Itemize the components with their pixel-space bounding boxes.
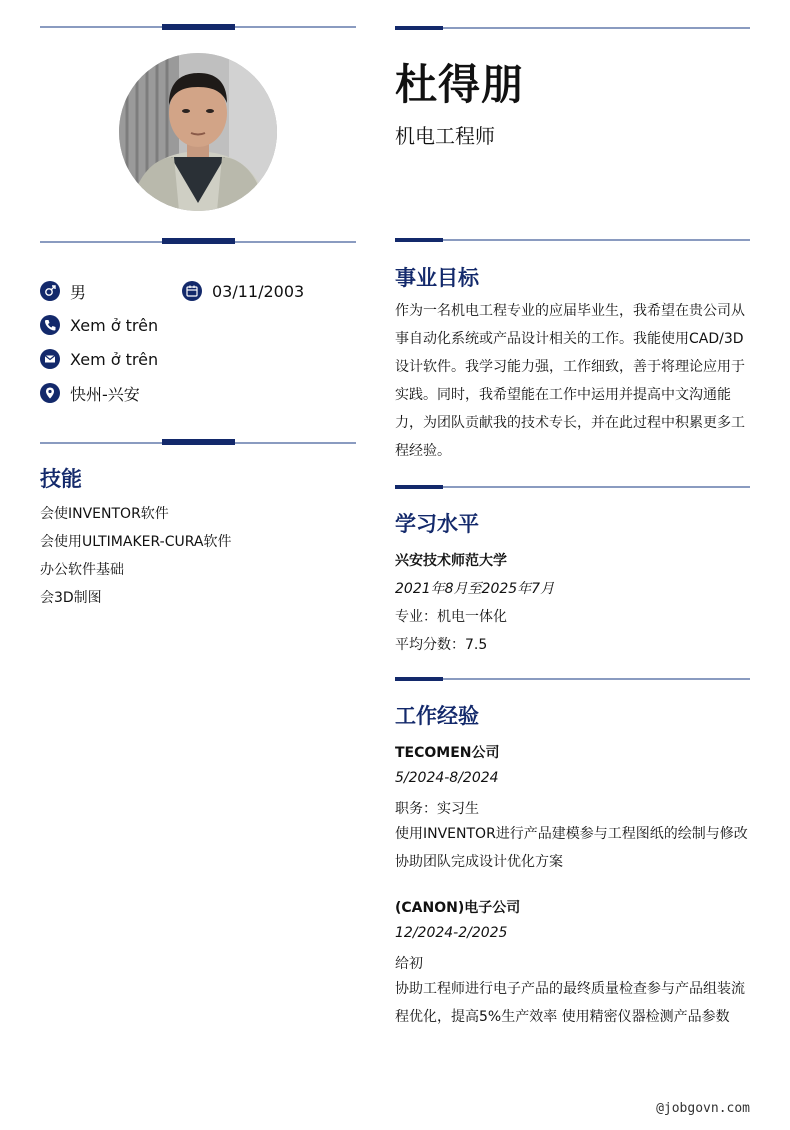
address-row bbox=[40, 382, 140, 404]
email-icon bbox=[40, 349, 60, 369]
right-top-rule bbox=[395, 27, 750, 29]
objective-rule bbox=[395, 239, 750, 241]
experience-description: 使用INVENTOR进行产品建模参与工程图纸的绘制与修改 协助团队完成设计优化方案 bbox=[395, 826, 748, 870]
education-rule-mark bbox=[395, 485, 443, 489]
profile-photo bbox=[119, 53, 277, 211]
job-title: 机电工程师 bbox=[395, 124, 495, 148]
objective-heading: 事业目标 bbox=[395, 266, 479, 290]
skill-item: 会3D制图 bbox=[40, 590, 102, 606]
experience-rule bbox=[395, 678, 750, 680]
right-top-rule-mark bbox=[395, 26, 443, 30]
experience-heading: 工作经验 bbox=[395, 704, 479, 728]
email-value: Xem ở trên bbox=[70, 349, 159, 369]
experience-description: 协助工程师进行电子产品的最终质量检查参与产品组装流程优化，提高5%生产效率 使用精密仪器检测产品参数 bbox=[395, 981, 745, 1025]
skill-item: 办公软件基础 bbox=[40, 562, 124, 578]
gender-icon bbox=[40, 281, 60, 301]
experience-rule-mark bbox=[395, 677, 443, 681]
education-period: 2021年8月至2025年7月 bbox=[395, 581, 555, 597]
calendar-icon bbox=[182, 281, 202, 301]
education-heading: 学习水平 bbox=[395, 512, 479, 536]
birthdate-value: 03/11/2003 bbox=[212, 281, 305, 301]
skills-heading: 技能 bbox=[40, 467, 82, 491]
phone-icon bbox=[40, 315, 60, 335]
education-gpa: 平均分数：7.5 bbox=[395, 637, 488, 653]
left-skills-rule-mark bbox=[162, 439, 235, 445]
birthdate-row bbox=[182, 280, 304, 302]
avatar bbox=[119, 53, 277, 211]
skill-item: 会使用ULTIMAKER-CURA软件 bbox=[40, 534, 232, 550]
objective-text: 作为一名机电工程专业的应届毕业生，我希望在贵公司从事自动化系统或产品设计相关的工作。我能使用CAD/3D设计软件。我学习能力强，工作细致，善于将理论应用于实践。同时，我希望能在工作中运用并提高中文沟通能力，为团队贡献我的技术专长，并在此过程中积累更多工程经验。 bbox=[395, 303, 745, 459]
objective-rule-mark bbox=[395, 238, 443, 242]
experience-company: (CANON)电子公司 bbox=[395, 900, 521, 916]
experience-period: 5/2024-8/2024 bbox=[395, 770, 499, 786]
school-name: 兴安技术师范大学 bbox=[395, 553, 507, 569]
experience-role: 给初 bbox=[395, 956, 423, 972]
candidate-name: 杜得朋 bbox=[395, 60, 525, 109]
education-rule bbox=[395, 486, 750, 488]
email-row bbox=[40, 348, 158, 370]
experience-period: 12/2024-2/2025 bbox=[395, 925, 508, 941]
left-mid-rule-mark bbox=[162, 238, 235, 244]
experience-company: TECOMEN公司 bbox=[395, 745, 500, 761]
phone-value: Xem ở trên bbox=[70, 315, 159, 335]
footer-watermark: @jobgovn.com bbox=[656, 1101, 750, 1116]
gender-value: 男 bbox=[70, 282, 87, 302]
gender-row bbox=[40, 280, 86, 302]
left-top-rule-mark bbox=[162, 24, 235, 30]
phone-row bbox=[40, 314, 158, 336]
skill-item: 会使INVENTOR软件 bbox=[40, 506, 169, 522]
location-pin-icon bbox=[40, 383, 60, 403]
experience-role: 职务：实习生 bbox=[395, 801, 479, 817]
education-major: 专业：机电一体化 bbox=[395, 609, 507, 625]
address-value: 快州-兴安 bbox=[70, 384, 140, 404]
